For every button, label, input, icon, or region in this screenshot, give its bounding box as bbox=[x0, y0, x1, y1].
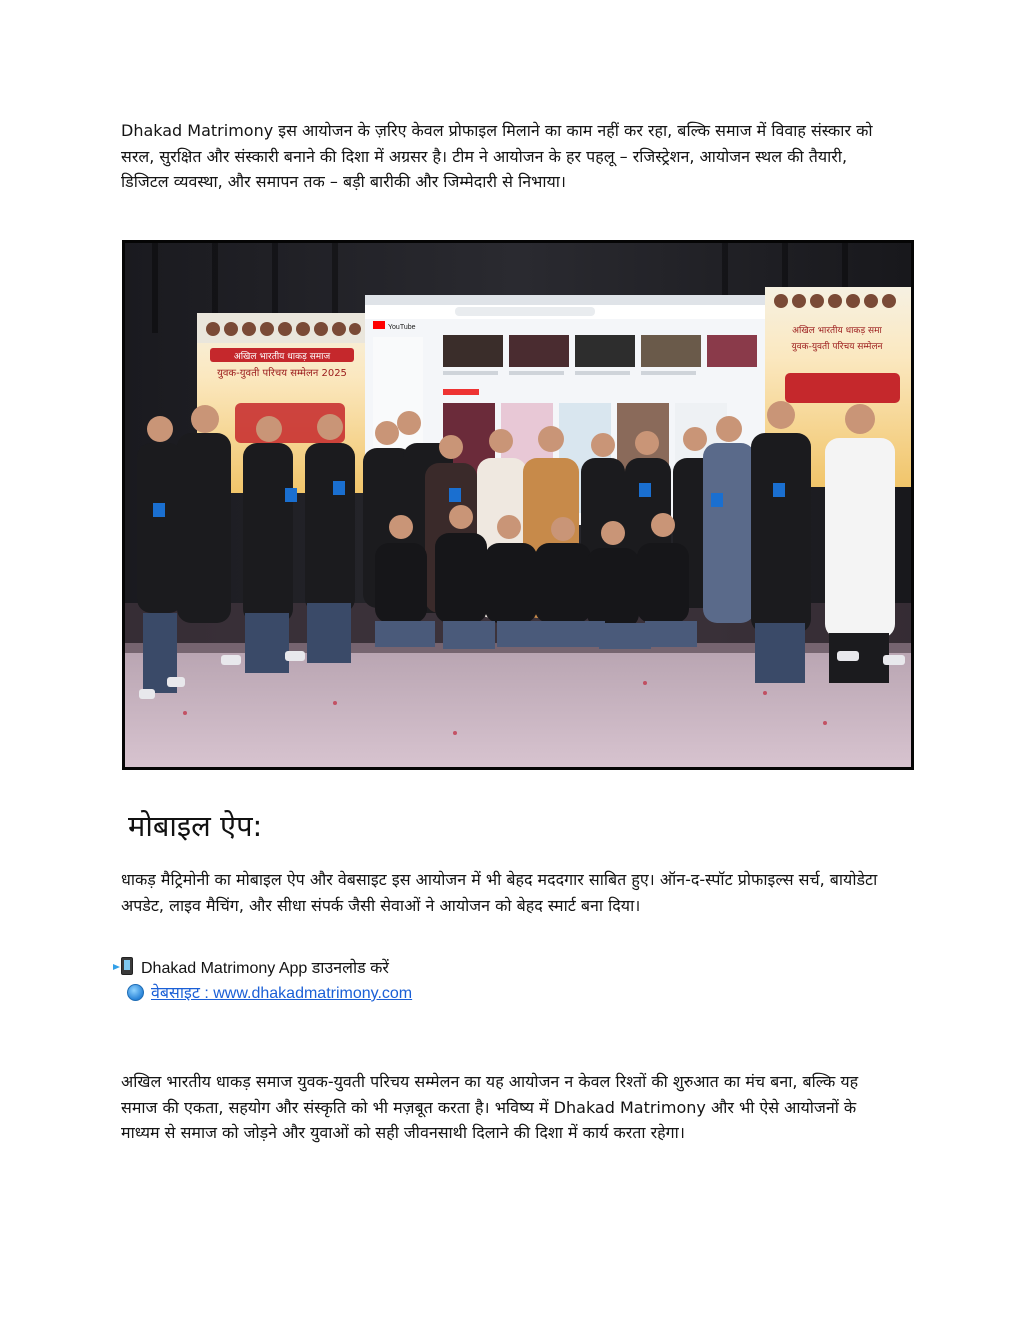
app-download-line bbox=[121, 957, 389, 981]
website-link[interactable]: वेबसाइट : www.dhakadmatrimony.com bbox=[151, 985, 413, 1002]
intro-paragraph: Dhakad Matrimony इस आयोजन के ज़रिए केवल प्रोफाइल मिलाने का काम नहीं कर रहा, बल्कि समाज में विवाह संस्कार को सरल, सुरक्षित और संस्कारी बनाने की दिशा में अग्रसर है। टीम ने आयोजन के हर पहलू – रजिस्ट्रेशन, आयोजन स्थल की तैयारी, डिजिटल व्यवस्था, और समापन तक – बड़ी बारीकी और जिम्मेदारी से निभाया। bbox=[121, 121, 873, 191]
website-line bbox=[127, 982, 412, 1006]
banner-right-line2: युवक-युवती परिचय सम्मेलन bbox=[791, 342, 883, 352]
closing-paragraph: अखिल भारतीय धाकड़ समाज युवक-युवती परिचय सम्मेलन का यह आयोजन न केवल रिश्तों की शुरुआत का मंच बना, बल्कि यह समाज की एकता, सहयोग और संस्कृति को भी मज़बूत करता है। भविष्य में Dhakad Matrimony और भी ऐसे आयोजनों के माध्यम से समाज को जोड़ने और युवाओं को सही जीवनसाथी दिलाने की दिशा में कार्य करता रहेगा। bbox=[121, 1072, 859, 1142]
app-download-text: Dhakad Matrimony App डाउनलोड करें bbox=[141, 960, 389, 977]
banner-left-line1: अखिल भारतीय धाकड़ समाज bbox=[233, 352, 331, 362]
banner-right-line1: अखिल भारतीय धाकड़ समा bbox=[792, 326, 882, 336]
banner-left-line2: युवक-युवती परिचय सम्मेलन 2025 bbox=[217, 368, 347, 379]
mobile-paragraph: धाकड़ मैट्रिमोनी का मोबाइल ऐप और वेबसाइट इस आयोजन में भी बेहद मददगार साबित हुए। ऑन-द-स्पॉट प्रोफाइल्स सर्च, बायोडेटा अपडेट, लाइव मैचिंग, और सीधा संपर्क जैसी सेवाओं ने आयोजन को बेहद स्मार्ट बना दिया। bbox=[121, 870, 878, 915]
screen-brand: YouTube bbox=[388, 324, 416, 331]
section-heading: मोबाइल ऐप: bbox=[128, 809, 263, 843]
mobile-phone-arrow-icon bbox=[121, 957, 133, 975]
event-group-photo bbox=[122, 240, 914, 770]
globe-icon bbox=[127, 984, 144, 1001]
